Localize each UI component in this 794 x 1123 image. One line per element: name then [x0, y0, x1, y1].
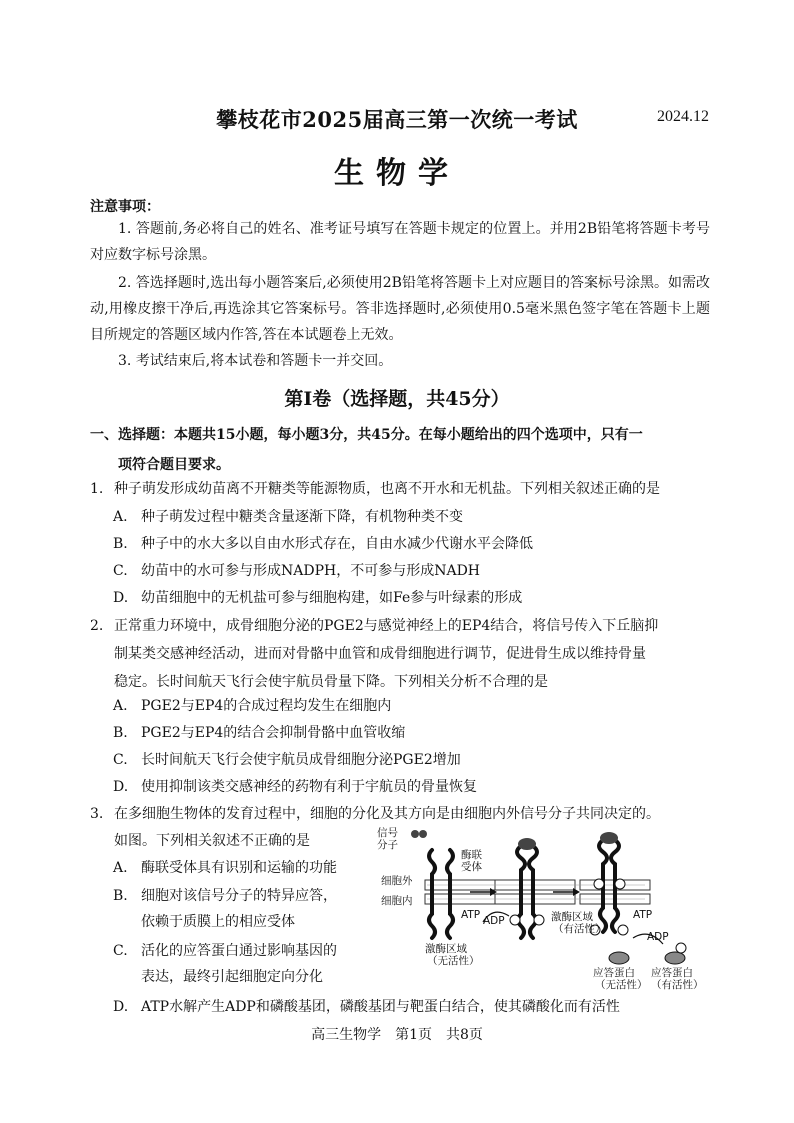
- label-receptor-2: 受体: [461, 861, 482, 873]
- label-inside: 细胞内: [381, 895, 413, 907]
- option-label: D.: [113, 999, 129, 1015]
- option-text: ATP水解产生ADP和磷酸基团，磷酸基团与靶蛋白结合，使其磷酸化而有活性: [141, 999, 620, 1015]
- question-1-stem: [90, 475, 710, 503]
- option-text: 长时间航天飞行会使宇航员成骨细胞分泌PGE2增加: [141, 752, 461, 768]
- label-adp-2: ADP: [647, 931, 669, 943]
- arrow-head-icon: [573, 888, 580, 896]
- option-text: 使用抑制该类交感神经的药物有利于宇航员的骨量恢复: [141, 779, 477, 795]
- notice-item-1: 1. 答题前,务必将自己的姓名、准考证号填写在答题卡规定的位置上。并用2B铅笔将答题卡考号对应数字标号涂黑。: [90, 221, 710, 263]
- receptor-signaling-figure: [375, 826, 715, 991]
- phosphate-icon: [534, 915, 544, 925]
- question-3-stem-line-2: 如图。下列相关叙述不正确的是: [114, 833, 310, 849]
- option-text: 种子中的水大多以自由水形式存在，自由水减少代谢水平会降低: [141, 536, 533, 552]
- page-footer: 高三生物学 第1页 共8页: [311, 1027, 483, 1043]
- label-response-inactive-2: （无活性）: [595, 979, 648, 991]
- label-response-active-2: （有活性）: [651, 979, 704, 991]
- option-text: PGE2与EP4的结合会抑制骨骼中血管收缩: [141, 725, 406, 741]
- option-label: D.: [113, 779, 129, 795]
- label-signal-2: 分子: [377, 839, 398, 851]
- label-kinase-active-1: 激酶区域: [551, 911, 593, 923]
- question-text-line-1: 在多细胞生物体的发育过程中，细胞的分化及其方向是由细胞内外信号分子共同决定的。: [114, 806, 660, 822]
- q3-option-a: [113, 855, 373, 881]
- option-text-line-1: 细胞对该信号分子的特异应答，: [141, 888, 337, 904]
- option-text-line-1: 活化的应答蛋白通过影响基因的: [141, 943, 337, 959]
- notice-item-2: 2. 答选择题时,选出每小题答案后,必须使用2B铅笔将答题卡上对应题目的答案标号涂黑。如需改动,用橡皮擦干净后,再选涂其它答案标号。答非选择题时,必须使用0.5毫米黑色签字笔在答题卡上题目所规定的答题区域内作答,答在本试题卷上无效。: [90, 275, 710, 343]
- section-instruction: [90, 420, 710, 480]
- q2-option-c: [113, 746, 461, 774]
- option-label: A.: [113, 509, 128, 525]
- question-text: 种子萌发形成幼苗离不开糖类等能源物质，也离不开水和无机盐。下列相关叙述正确的是: [114, 481, 660, 497]
- label-atp: ATP: [461, 909, 481, 921]
- volume-title: 第Ⅰ卷（选择题，共45分）: [284, 388, 510, 410]
- option-label: C.: [113, 752, 128, 768]
- option-label: A.: [113, 860, 128, 876]
- label-atp-2: ATP: [633, 909, 653, 921]
- q1-option-b: [113, 530, 533, 558]
- notice-heading: 注意事项：: [90, 199, 160, 215]
- option-text: 幼苗细胞中的无机盐可参与细胞构建，如Fe参与叶绿素的形成: [141, 590, 523, 606]
- signal-molecule-icon: [411, 830, 427, 838]
- phosphate-icon: [615, 879, 625, 889]
- label-outside: 细胞外: [381, 875, 413, 887]
- label-response-active-1: 应答蛋白: [651, 967, 693, 979]
- question-number: 1.: [90, 481, 104, 497]
- response-protein-active-icon: [665, 952, 685, 964]
- option-label: A.: [113, 698, 128, 714]
- subject-title: 生物学: [334, 156, 460, 191]
- question-text-line-2: 制某类交感神经活动，进而对骨骼中血管和成骨细胞进行调节，促进骨生成以维持骨量: [114, 646, 646, 662]
- option-label: C.: [113, 943, 128, 959]
- option-text: PGE2与EP4的合成过程均发生在细胞内: [141, 698, 392, 714]
- bound-signal-icon: [518, 838, 536, 850]
- option-text: 幼苗中的水可参与形成NADPH，不可参与形成NADH: [141, 563, 481, 579]
- exam-title: 攀枝花市2025届高三第一次统一考试: [216, 107, 578, 132]
- question-number: 3.: [90, 806, 104, 822]
- response-protein-inactive-icon: [609, 952, 629, 964]
- q3-option-c: [113, 938, 373, 990]
- q1-option-d: [113, 584, 522, 612]
- label-adp: ADP: [483, 915, 505, 927]
- receptor-dimer: [517, 846, 537, 938]
- phosphate-icon: [510, 915, 520, 925]
- question-text-line-1: 正常重力环境中，成骨细胞分泌的PGE2与感觉神经上的EP4结合，将信号传入下丘脑抑: [114, 618, 659, 634]
- notice-item-3: 3. 考试结束后,将本试卷和答题卡一并交回。: [118, 353, 393, 369]
- q2-option-a: [113, 692, 391, 720]
- option-text: 种子萌发过程中糖类含量逐渐下降，有机物种类不变: [141, 509, 463, 525]
- section-line-2: 项符合题目要求。: [118, 457, 230, 473]
- label-response-inactive-1: 应答蛋白: [593, 967, 635, 979]
- label-kinase-active-2: （有活性）: [553, 923, 606, 935]
- exam-date: 2024.12: [657, 108, 709, 125]
- q2-option-b: [113, 719, 405, 747]
- option-label: B.: [113, 536, 128, 552]
- q1-option-a: [113, 503, 463, 531]
- label-signal-1: 信号: [377, 827, 398, 839]
- question-number: 2.: [90, 618, 104, 634]
- phosphate-icon: [618, 925, 628, 935]
- bound-signal-icon: [600, 832, 618, 844]
- label-kinase-inactive-1: 激酶区域: [425, 943, 467, 955]
- option-label: C.: [113, 563, 128, 579]
- question-2-stem: [90, 612, 710, 696]
- section-line-1: 一、选择题：本题共15小题，每小题3分，共45分。在每小题给出的四个选项中，只有一: [90, 427, 643, 443]
- phosphate-icon: [594, 879, 604, 889]
- option-label: B.: [113, 725, 128, 741]
- q3-option-b: [113, 883, 373, 935]
- option-label: B.: [113, 888, 128, 904]
- phosphate-icon: [676, 943, 686, 953]
- q1-option-c: [113, 557, 480, 585]
- q3-option-d: [113, 993, 620, 1021]
- option-text: 酶联受体具有识别和运输的功能: [141, 860, 337, 876]
- question-text-line-3: 稳定。长时间航天飞行会使宇航员骨量下降。下列相关分析不合理的是: [114, 674, 548, 690]
- option-text-line-2: 依赖于质膜上的相应受体: [141, 914, 295, 930]
- option-label: D.: [113, 590, 129, 606]
- label-kinase-inactive-2: （无活性）: [427, 955, 480, 967]
- label-receptor-1: 酶联: [461, 849, 482, 861]
- question-3-stem: [90, 800, 710, 828]
- q2-option-d: [113, 773, 477, 801]
- option-text-line-2: 表达，最终引起细胞定向分化: [141, 969, 323, 985]
